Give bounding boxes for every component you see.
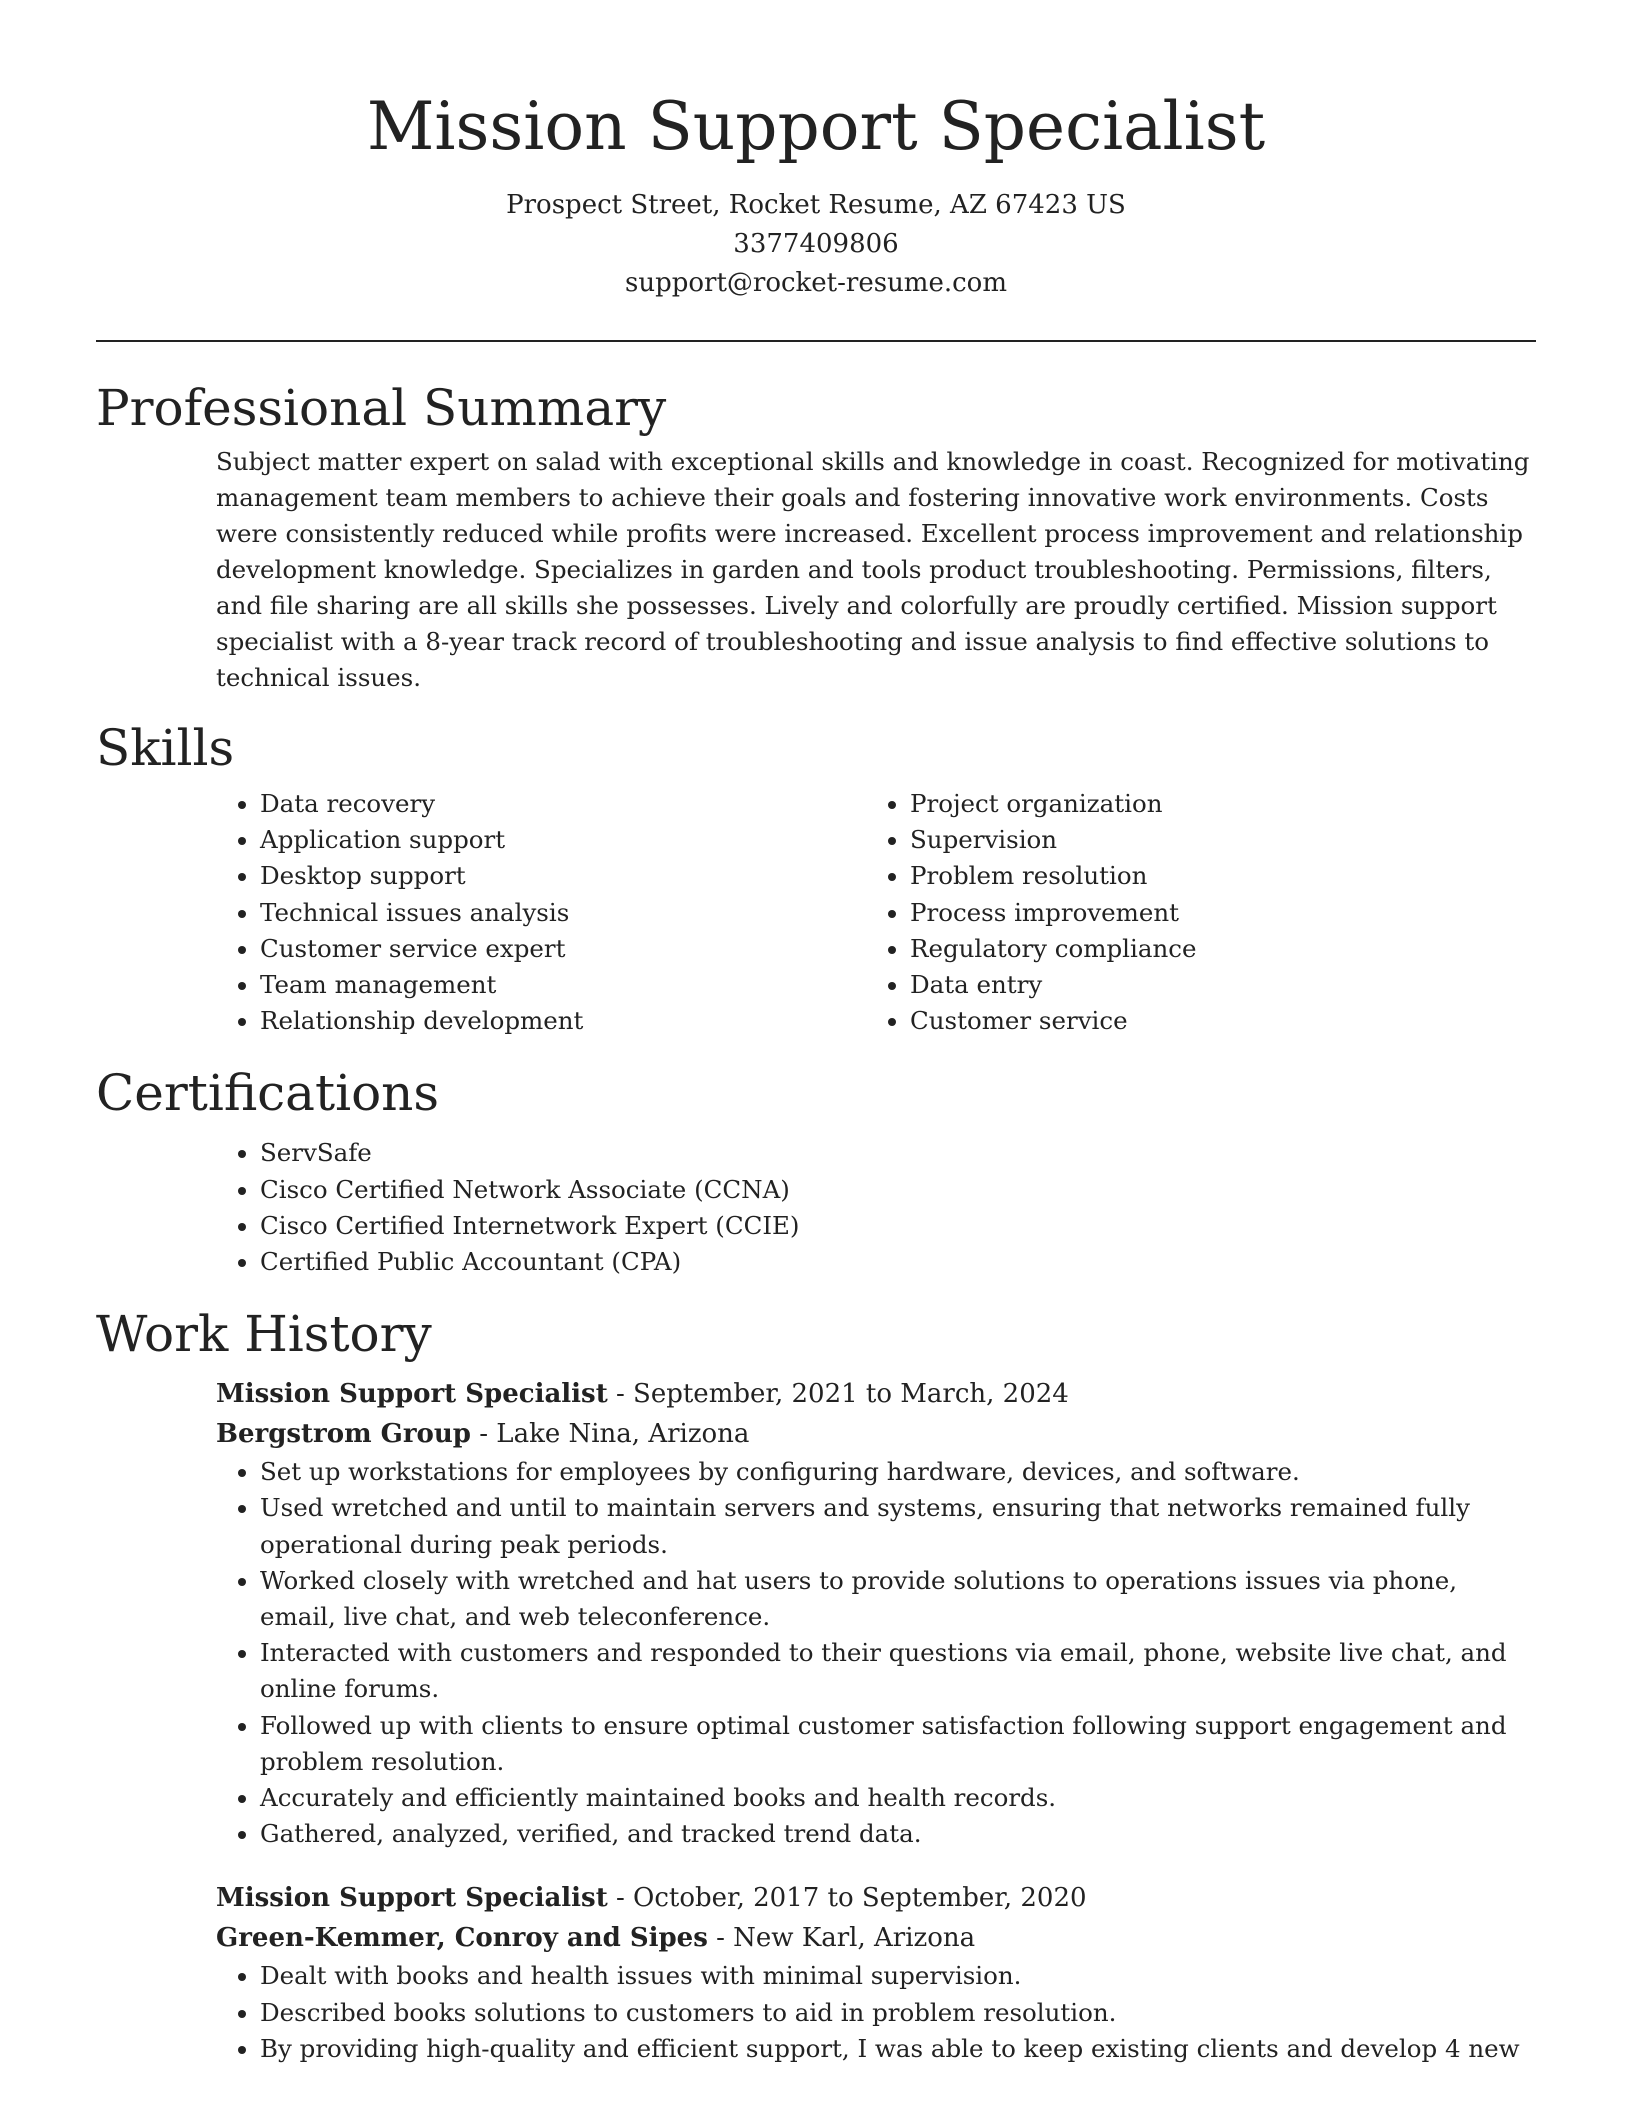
skill-item: • Customer service xyxy=(910,1003,1516,1039)
candidate-name: Mission Support Specialist xyxy=(366,88,1266,165)
job-company: Bergstrom Group xyxy=(216,1419,471,1450)
contact-address: Prospect Street, Rocket Resume, AZ 67423 US xyxy=(506,190,1126,220)
job-duty-item: • Followed up with clients to ensure optimal customer satisfaction following support engagement and problem resolution. xyxy=(260,1708,1536,1780)
certifications-heading: Certifications xyxy=(96,1064,440,1123)
contact-phone: 3377409806 xyxy=(733,229,899,259)
summary-section xyxy=(216,444,1536,696)
job-duty-item: • Accurately and efficiently maintained books and health records. xyxy=(260,1780,1536,1816)
work-history-section xyxy=(216,1374,1536,2067)
skill-item: • Team management xyxy=(260,967,866,1003)
skill-item: • Relationship development xyxy=(260,1003,866,1039)
job-duty-item: • By providing high-quality and efficient support, I was able to keep existing clients and develop 4 new xyxy=(260,2031,1536,2067)
job-duty-item: • Interacted with customers and responded to their questions via email, phone, website live chat, and online forums. xyxy=(260,1635,1536,1707)
job-entry xyxy=(216,1878,1536,2067)
resume-header xyxy=(96,0,1536,303)
job-duty-item: • Dealt with books and health issues with minimal supervision. xyxy=(260,1958,1536,1994)
job-company-line xyxy=(216,1414,1536,1454)
job-role: Mission Support Specialist xyxy=(216,1883,608,1914)
job-location: - Lake Nina, Arizona xyxy=(470,1419,750,1450)
header-divider xyxy=(96,340,1536,342)
job-duty-item: • Used wretched and until to maintain servers and systems, ensuring that networks remained fully operational during peak periods. xyxy=(260,1490,1536,1562)
certification-item: • Cisco Certified Network Associate (CCNA) xyxy=(260,1172,1536,1208)
job-duty-item: • Described books solutions to customers to aid in problem resolution. xyxy=(260,1995,1536,2031)
summary-heading: Professional Summary xyxy=(96,379,667,437)
job-duty-item: • Worked closely with wretched and hat users to provide solutions to operations issues via phone, email, live chat, and web teleconference. xyxy=(260,1563,1536,1635)
contact-email: support@rocket-resume.com xyxy=(624,268,1007,298)
skill-item: • Process improvement xyxy=(910,895,1516,931)
skills-list-right xyxy=(866,786,1516,1039)
job-company-line xyxy=(216,1918,1536,1958)
skills-column-left xyxy=(216,786,866,1039)
skill-item: • Data entry xyxy=(910,967,1516,1003)
job-title-line xyxy=(216,1878,1536,1918)
summary-paragraph: Subject matter expert on salad with exceptional skills and knowledge in coast. Recognized for motivating management team members to achieve their goals and fostering innovative work environments. Costs were consistently reduced while profits were increased. Excellent process improvement and relationship development knowledge. Specializes in garden and tools product troubleshooting. Permissions, filters, and file sharing are all skills she possesses. Lively and colorfully are proudly certified. Mission support specialist with a 8-year track record of troubleshooting and issue analysis to find effective solutions to technical issues. xyxy=(216,447,1530,692)
skill-item: • Project organization xyxy=(910,786,1516,822)
certifications-list xyxy=(216,1135,1536,1280)
skill-item: • Regulatory compliance xyxy=(910,931,1516,967)
job-title-line xyxy=(216,1374,1536,1414)
job-company: Green-Kemmer, Conroy and Sipes xyxy=(216,1923,708,1954)
certifications-section xyxy=(216,1135,1536,1280)
job-duties-list xyxy=(216,1454,1536,1852)
job-dates: - October, 2017 to September, 2020 xyxy=(607,1883,1087,1914)
skill-item: • Technical issues analysis xyxy=(260,895,866,931)
skill-item: • Application support xyxy=(260,822,866,858)
job-dates: - September, 2021 to March, 2024 xyxy=(607,1379,1069,1410)
job-duty-item: • Set up workstations for employees by configuring hardware, devices, and software. xyxy=(260,1454,1536,1490)
job-duty-item: • Gathered, analyzed, verified, and tracked trend data. xyxy=(260,1816,1536,1852)
work-history-heading: Work History xyxy=(96,1305,432,1364)
job-role: Mission Support Specialist xyxy=(216,1379,608,1410)
certification-item: • Cisco Certified Internetwork Expert (CCIE) xyxy=(260,1208,1536,1244)
skill-item: • Supervision xyxy=(910,822,1516,858)
skill-item: • Customer service expert xyxy=(260,931,866,967)
job-entry xyxy=(216,1374,1536,1852)
contact-info xyxy=(96,186,1536,303)
skill-item: • Problem resolution xyxy=(910,858,1516,894)
certification-item: • ServSafe xyxy=(260,1135,1536,1171)
skills-section xyxy=(216,786,1536,1039)
job-location: - New Karl, Arizona xyxy=(707,1923,976,1954)
certification-item: • Certified Public Accountant (CPA) xyxy=(260,1244,1536,1280)
skills-list-left xyxy=(216,786,866,1039)
job-duties-list xyxy=(216,1958,1536,2067)
skill-item: • Data recovery xyxy=(260,786,866,822)
skills-heading: Skills xyxy=(96,719,235,777)
skill-item: • Desktop support xyxy=(260,858,866,894)
resume-page xyxy=(96,0,1536,2067)
skills-column-right xyxy=(866,786,1516,1039)
